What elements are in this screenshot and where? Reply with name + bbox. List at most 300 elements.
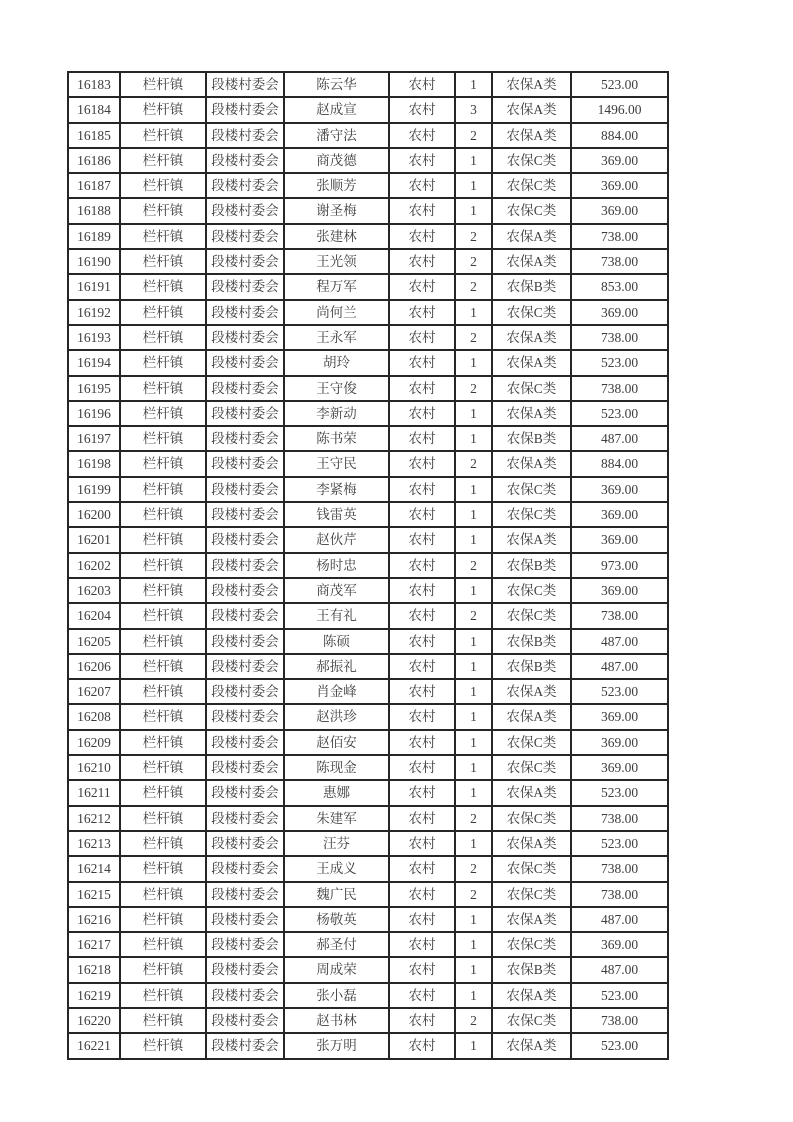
cell-resident_type: 农村 [389,831,455,856]
cell-village_committee: 段楼村委会 [206,856,284,881]
cell-town: 栏杆镇 [120,957,206,982]
table-row [68,882,668,907]
cell-town: 栏杆镇 [120,755,206,780]
cell-record_id: 16214 [68,856,120,881]
table-row [68,148,668,173]
cell-person_count: 2 [455,806,492,831]
cell-person_count: 1 [455,148,492,173]
cell-resident_type: 农村 [389,274,455,299]
cell-resident_type: 农村 [389,780,455,805]
cell-person_count: 3 [455,97,492,122]
cell-record_id: 16200 [68,502,120,527]
cell-name: 张万明 [284,1033,389,1058]
cell-town: 栏杆镇 [120,603,206,628]
table-row [68,224,668,249]
cell-resident_type: 农村 [389,249,455,274]
cell-village_committee: 段楼村委会 [206,123,284,148]
cell-insurance_category: 农保A类 [492,401,571,426]
cell-name: 陈硕 [284,629,389,654]
cell-name: 钱雷英 [284,502,389,527]
cell-name: 胡玲 [284,350,389,375]
cell-person_count: 1 [455,730,492,755]
cell-name: 汪芬 [284,831,389,856]
cell-resident_type: 农村 [389,502,455,527]
cell-person_count: 1 [455,983,492,1008]
cell-resident_type: 农村 [389,376,455,401]
cell-person_count: 1 [455,907,492,932]
cell-insurance_category: 农保C类 [492,730,571,755]
cell-record_id: 16212 [68,806,120,831]
cell-village_committee: 段楼村委会 [206,527,284,552]
cell-resident_type: 农村 [389,856,455,881]
cell-name: 肖金峰 [284,679,389,704]
cell-insurance_category: 农保C类 [492,1008,571,1033]
table-row [68,679,668,704]
cell-town: 栏杆镇 [120,730,206,755]
cell-name: 商茂德 [284,148,389,173]
cell-town: 栏杆镇 [120,856,206,881]
cell-person_count: 1 [455,401,492,426]
table-row [68,907,668,932]
cell-insurance_category: 农保B类 [492,274,571,299]
cell-person_count: 1 [455,831,492,856]
cell-village_committee: 段楼村委会 [206,401,284,426]
cell-village_committee: 段楼村委会 [206,932,284,957]
cell-village_committee: 段楼村委会 [206,730,284,755]
cell-record_id: 16186 [68,148,120,173]
cell-record_id: 16216 [68,907,120,932]
cell-resident_type: 农村 [389,224,455,249]
cell-village_committee: 段楼村委会 [206,148,284,173]
cell-amount: 487.00 [571,629,668,654]
cell-insurance_category: 农保A类 [492,72,571,97]
cell-person_count: 1 [455,704,492,729]
cell-resident_type: 农村 [389,730,455,755]
cell-name: 赵佰安 [284,730,389,755]
cell-person_count: 1 [455,629,492,654]
table-row [68,401,668,426]
cell-town: 栏杆镇 [120,198,206,223]
cell-insurance_category: 农保A类 [492,249,571,274]
cell-name: 王有礼 [284,603,389,628]
cell-resident_type: 农村 [389,882,455,907]
cell-amount: 738.00 [571,856,668,881]
cell-town: 栏杆镇 [120,376,206,401]
cell-village_committee: 段楼村委会 [206,224,284,249]
cell-insurance_category: 农保C类 [492,300,571,325]
table-row [68,198,668,223]
cell-insurance_category: 农保A类 [492,97,571,122]
cell-name: 尚何兰 [284,300,389,325]
cell-name: 陈书荣 [284,426,389,451]
cell-town: 栏杆镇 [120,679,206,704]
cell-amount: 523.00 [571,983,668,1008]
cell-insurance_category: 农保A类 [492,224,571,249]
table-row [68,983,668,1008]
cell-amount: 369.00 [571,578,668,603]
table-row [68,806,668,831]
table-row [68,957,668,982]
cell-amount: 738.00 [571,603,668,628]
cell-insurance_category: 农保B类 [492,426,571,451]
cell-amount: 369.00 [571,932,668,957]
cell-amount: 523.00 [571,679,668,704]
cell-name: 谢圣梅 [284,198,389,223]
cell-insurance_category: 农保A类 [492,350,571,375]
cell-village_committee: 段楼村委会 [206,300,284,325]
cell-town: 栏杆镇 [120,401,206,426]
cell-record_id: 16193 [68,325,120,350]
cell-amount: 738.00 [571,882,668,907]
cell-amount: 523.00 [571,780,668,805]
cell-record_id: 16210 [68,755,120,780]
cell-village_committee: 段楼村委会 [206,249,284,274]
table-row [68,578,668,603]
cell-name: 程万军 [284,274,389,299]
table-row [68,654,668,679]
cell-insurance_category: 农保B类 [492,957,571,982]
cell-town: 栏杆镇 [120,426,206,451]
cell-village_committee: 段楼村委会 [206,198,284,223]
cell-resident_type: 农村 [389,350,455,375]
cell-name: 魏广民 [284,882,389,907]
cell-record_id: 16194 [68,350,120,375]
table-row [68,173,668,198]
cell-insurance_category: 农保A类 [492,527,571,552]
cell-name: 王成义 [284,856,389,881]
cell-town: 栏杆镇 [120,274,206,299]
cell-amount: 369.00 [571,148,668,173]
cell-amount: 369.00 [571,730,668,755]
cell-person_count: 2 [455,376,492,401]
cell-record_id: 16197 [68,426,120,451]
cell-insurance_category: 农保C类 [492,173,571,198]
cell-record_id: 16217 [68,932,120,957]
table-row [68,629,668,654]
table-row [68,477,668,502]
cell-amount: 523.00 [571,72,668,97]
cell-name: 陈云华 [284,72,389,97]
cell-resident_type: 农村 [389,1033,455,1058]
cell-insurance_category: 农保A类 [492,907,571,932]
cell-amount: 487.00 [571,907,668,932]
cell-amount: 738.00 [571,806,668,831]
cell-record_id: 16185 [68,123,120,148]
table-row [68,527,668,552]
cell-record_id: 16209 [68,730,120,755]
cell-insurance_category: 农保B类 [492,553,571,578]
cell-insurance_category: 农保B类 [492,654,571,679]
cell-village_committee: 段楼村委会 [206,97,284,122]
cell-insurance_category: 农保C类 [492,578,571,603]
cell-name: 张小磊 [284,983,389,1008]
cell-village_committee: 段楼村委会 [206,376,284,401]
table-row [68,325,668,350]
table-row [68,856,668,881]
cell-resident_type: 农村 [389,477,455,502]
cell-resident_type: 农村 [389,553,455,578]
table-row [68,350,668,375]
cell-record_id: 16187 [68,173,120,198]
cell-insurance_category: 农保A类 [492,679,571,704]
cell-village_committee: 段楼村委会 [206,451,284,476]
table-row [68,72,668,97]
table-row [68,1033,668,1058]
cell-person_count: 1 [455,477,492,502]
cell-person_count: 1 [455,578,492,603]
cell-village_committee: 段楼村委会 [206,957,284,982]
cell-record_id: 16218 [68,957,120,982]
cell-village_committee: 段楼村委会 [206,502,284,527]
cell-village_committee: 段楼村委会 [206,907,284,932]
table-row [68,932,668,957]
cell-village_committee: 段楼村委会 [206,755,284,780]
cell-name: 杨时忠 [284,553,389,578]
cell-amount: 487.00 [571,426,668,451]
cell-name: 杨敬英 [284,907,389,932]
cell-town: 栏杆镇 [120,350,206,375]
cell-person_count: 2 [455,882,492,907]
cell-person_count: 1 [455,173,492,198]
cell-resident_type: 农村 [389,72,455,97]
cell-name: 潘守法 [284,123,389,148]
cell-resident_type: 农村 [389,173,455,198]
cell-insurance_category: 农保C类 [492,856,571,881]
cell-record_id: 16204 [68,603,120,628]
cell-record_id: 16183 [68,72,120,97]
cell-insurance_category: 农保C类 [492,376,571,401]
cell-town: 栏杆镇 [120,780,206,805]
cell-town: 栏杆镇 [120,806,206,831]
table-row [68,300,668,325]
cell-amount: 369.00 [571,502,668,527]
cell-person_count: 2 [455,123,492,148]
cell-name: 李新动 [284,401,389,426]
cell-insurance_category: 农保A类 [492,325,571,350]
cell-record_id: 16195 [68,376,120,401]
cell-town: 栏杆镇 [120,527,206,552]
cell-record_id: 16189 [68,224,120,249]
cell-record_id: 16219 [68,983,120,1008]
cell-person_count: 2 [455,603,492,628]
cell-name: 王守俊 [284,376,389,401]
cell-village_committee: 段楼村委会 [206,173,284,198]
cell-name: 商茂军 [284,578,389,603]
cell-person_count: 2 [455,553,492,578]
cell-amount: 369.00 [571,704,668,729]
cell-village_committee: 段楼村委会 [206,983,284,1008]
cell-person_count: 2 [455,856,492,881]
cell-record_id: 16221 [68,1033,120,1058]
cell-record_id: 16199 [68,477,120,502]
cell-insurance_category: 农保C类 [492,932,571,957]
cell-town: 栏杆镇 [120,1008,206,1033]
cell-insurance_category: 农保C类 [492,198,571,223]
cell-town: 栏杆镇 [120,932,206,957]
cell-name: 赵成宣 [284,97,389,122]
cell-name: 赵洪珍 [284,704,389,729]
cell-town: 栏杆镇 [120,224,206,249]
records-table-body [68,72,668,1059]
cell-village_committee: 段楼村委会 [206,603,284,628]
cell-person_count: 2 [455,224,492,249]
cell-insurance_category: 农保C类 [492,603,571,628]
cell-person_count: 1 [455,198,492,223]
cell-town: 栏杆镇 [120,477,206,502]
cell-insurance_category: 农保C类 [492,502,571,527]
table-row [68,123,668,148]
cell-town: 栏杆镇 [120,173,206,198]
cell-village_committee: 段楼村委会 [206,325,284,350]
cell-town: 栏杆镇 [120,451,206,476]
cell-village_committee: 段楼村委会 [206,679,284,704]
cell-amount: 369.00 [571,198,668,223]
cell-resident_type: 农村 [389,198,455,223]
cell-town: 栏杆镇 [120,831,206,856]
table-row [68,704,668,729]
cell-town: 栏杆镇 [120,123,206,148]
cell-resident_type: 农村 [389,629,455,654]
cell-record_id: 16190 [68,249,120,274]
cell-village_committee: 段楼村委会 [206,704,284,729]
table-row [68,426,668,451]
cell-record_id: 16208 [68,704,120,729]
cell-amount: 487.00 [571,654,668,679]
cell-name: 李紧梅 [284,477,389,502]
cell-person_count: 2 [455,249,492,274]
cell-resident_type: 农村 [389,1008,455,1033]
cell-resident_type: 农村 [389,603,455,628]
cell-resident_type: 农村 [389,123,455,148]
cell-insurance_category: 农保C类 [492,148,571,173]
cell-name: 张建林 [284,224,389,249]
cell-record_id: 16192 [68,300,120,325]
cell-village_committee: 段楼村委会 [206,1033,284,1058]
cell-resident_type: 农村 [389,451,455,476]
table-row [68,1008,668,1033]
cell-amount: 523.00 [571,401,668,426]
cell-town: 栏杆镇 [120,629,206,654]
cell-amount: 523.00 [571,350,668,375]
cell-town: 栏杆镇 [120,502,206,527]
cell-insurance_category: 农保A类 [492,983,571,1008]
cell-resident_type: 农村 [389,578,455,603]
cell-person_count: 1 [455,755,492,780]
cell-name: 周成荣 [284,957,389,982]
cell-resident_type: 农村 [389,401,455,426]
cell-village_committee: 段楼村委会 [206,780,284,805]
cell-amount: 487.00 [571,957,668,982]
cell-town: 栏杆镇 [120,1033,206,1058]
cell-town: 栏杆镇 [120,578,206,603]
cell-amount: 738.00 [571,249,668,274]
cell-record_id: 16211 [68,780,120,805]
cell-amount: 884.00 [571,451,668,476]
cell-amount: 853.00 [571,274,668,299]
cell-person_count: 2 [455,451,492,476]
cell-insurance_category: 农保A类 [492,123,571,148]
cell-amount: 369.00 [571,755,668,780]
cell-resident_type: 农村 [389,957,455,982]
cell-record_id: 16196 [68,401,120,426]
cell-person_count: 1 [455,300,492,325]
table-row [68,553,668,578]
cell-person_count: 1 [455,957,492,982]
cell-amount: 973.00 [571,553,668,578]
cell-village_committee: 段楼村委会 [206,806,284,831]
cell-person_count: 2 [455,325,492,350]
cell-amount: 369.00 [571,300,668,325]
cell-record_id: 16203 [68,578,120,603]
cell-village_committee: 段楼村委会 [206,72,284,97]
table-row [68,730,668,755]
cell-person_count: 1 [455,502,492,527]
cell-village_committee: 段楼村委会 [206,882,284,907]
cell-insurance_category: 农保A类 [492,1033,571,1058]
cell-record_id: 16205 [68,629,120,654]
cell-resident_type: 农村 [389,97,455,122]
cell-town: 栏杆镇 [120,704,206,729]
cell-town: 栏杆镇 [120,72,206,97]
cell-person_count: 1 [455,350,492,375]
cell-amount: 738.00 [571,325,668,350]
cell-person_count: 2 [455,274,492,299]
table-row [68,249,668,274]
cell-village_committee: 段楼村委会 [206,553,284,578]
cell-resident_type: 农村 [389,426,455,451]
table-row [68,451,668,476]
cell-resident_type: 农村 [389,148,455,173]
cell-village_committee: 段楼村委会 [206,426,284,451]
cell-name: 王永军 [284,325,389,350]
cell-insurance_category: 农保C类 [492,755,571,780]
cell-name: 郝振礼 [284,654,389,679]
cell-resident_type: 农村 [389,806,455,831]
cell-insurance_category: 农保B类 [492,629,571,654]
cell-village_committee: 段楼村委会 [206,654,284,679]
cell-person_count: 1 [455,72,492,97]
cell-town: 栏杆镇 [120,553,206,578]
cell-town: 栏杆镇 [120,882,206,907]
cell-record_id: 16201 [68,527,120,552]
cell-insurance_category: 农保A类 [492,704,571,729]
cell-record_id: 16191 [68,274,120,299]
cell-person_count: 1 [455,780,492,805]
cell-town: 栏杆镇 [120,97,206,122]
cell-record_id: 16188 [68,198,120,223]
records-table [67,71,669,1060]
cell-amount: 369.00 [571,173,668,198]
cell-resident_type: 农村 [389,704,455,729]
cell-town: 栏杆镇 [120,654,206,679]
cell-amount: 523.00 [571,1033,668,1058]
cell-record_id: 16206 [68,654,120,679]
cell-name: 惠娜 [284,780,389,805]
cell-insurance_category: 农保C类 [492,477,571,502]
table-row [68,376,668,401]
cell-record_id: 16202 [68,553,120,578]
table-row [68,97,668,122]
table-row [68,502,668,527]
cell-village_committee: 段楼村委会 [206,831,284,856]
cell-name: 陈现金 [284,755,389,780]
cell-person_count: 2 [455,1008,492,1033]
cell-insurance_category: 农保A类 [492,780,571,805]
cell-amount: 369.00 [571,477,668,502]
cell-village_committee: 段楼村委会 [206,578,284,603]
cell-name: 赵书林 [284,1008,389,1033]
cell-amount: 738.00 [571,224,668,249]
